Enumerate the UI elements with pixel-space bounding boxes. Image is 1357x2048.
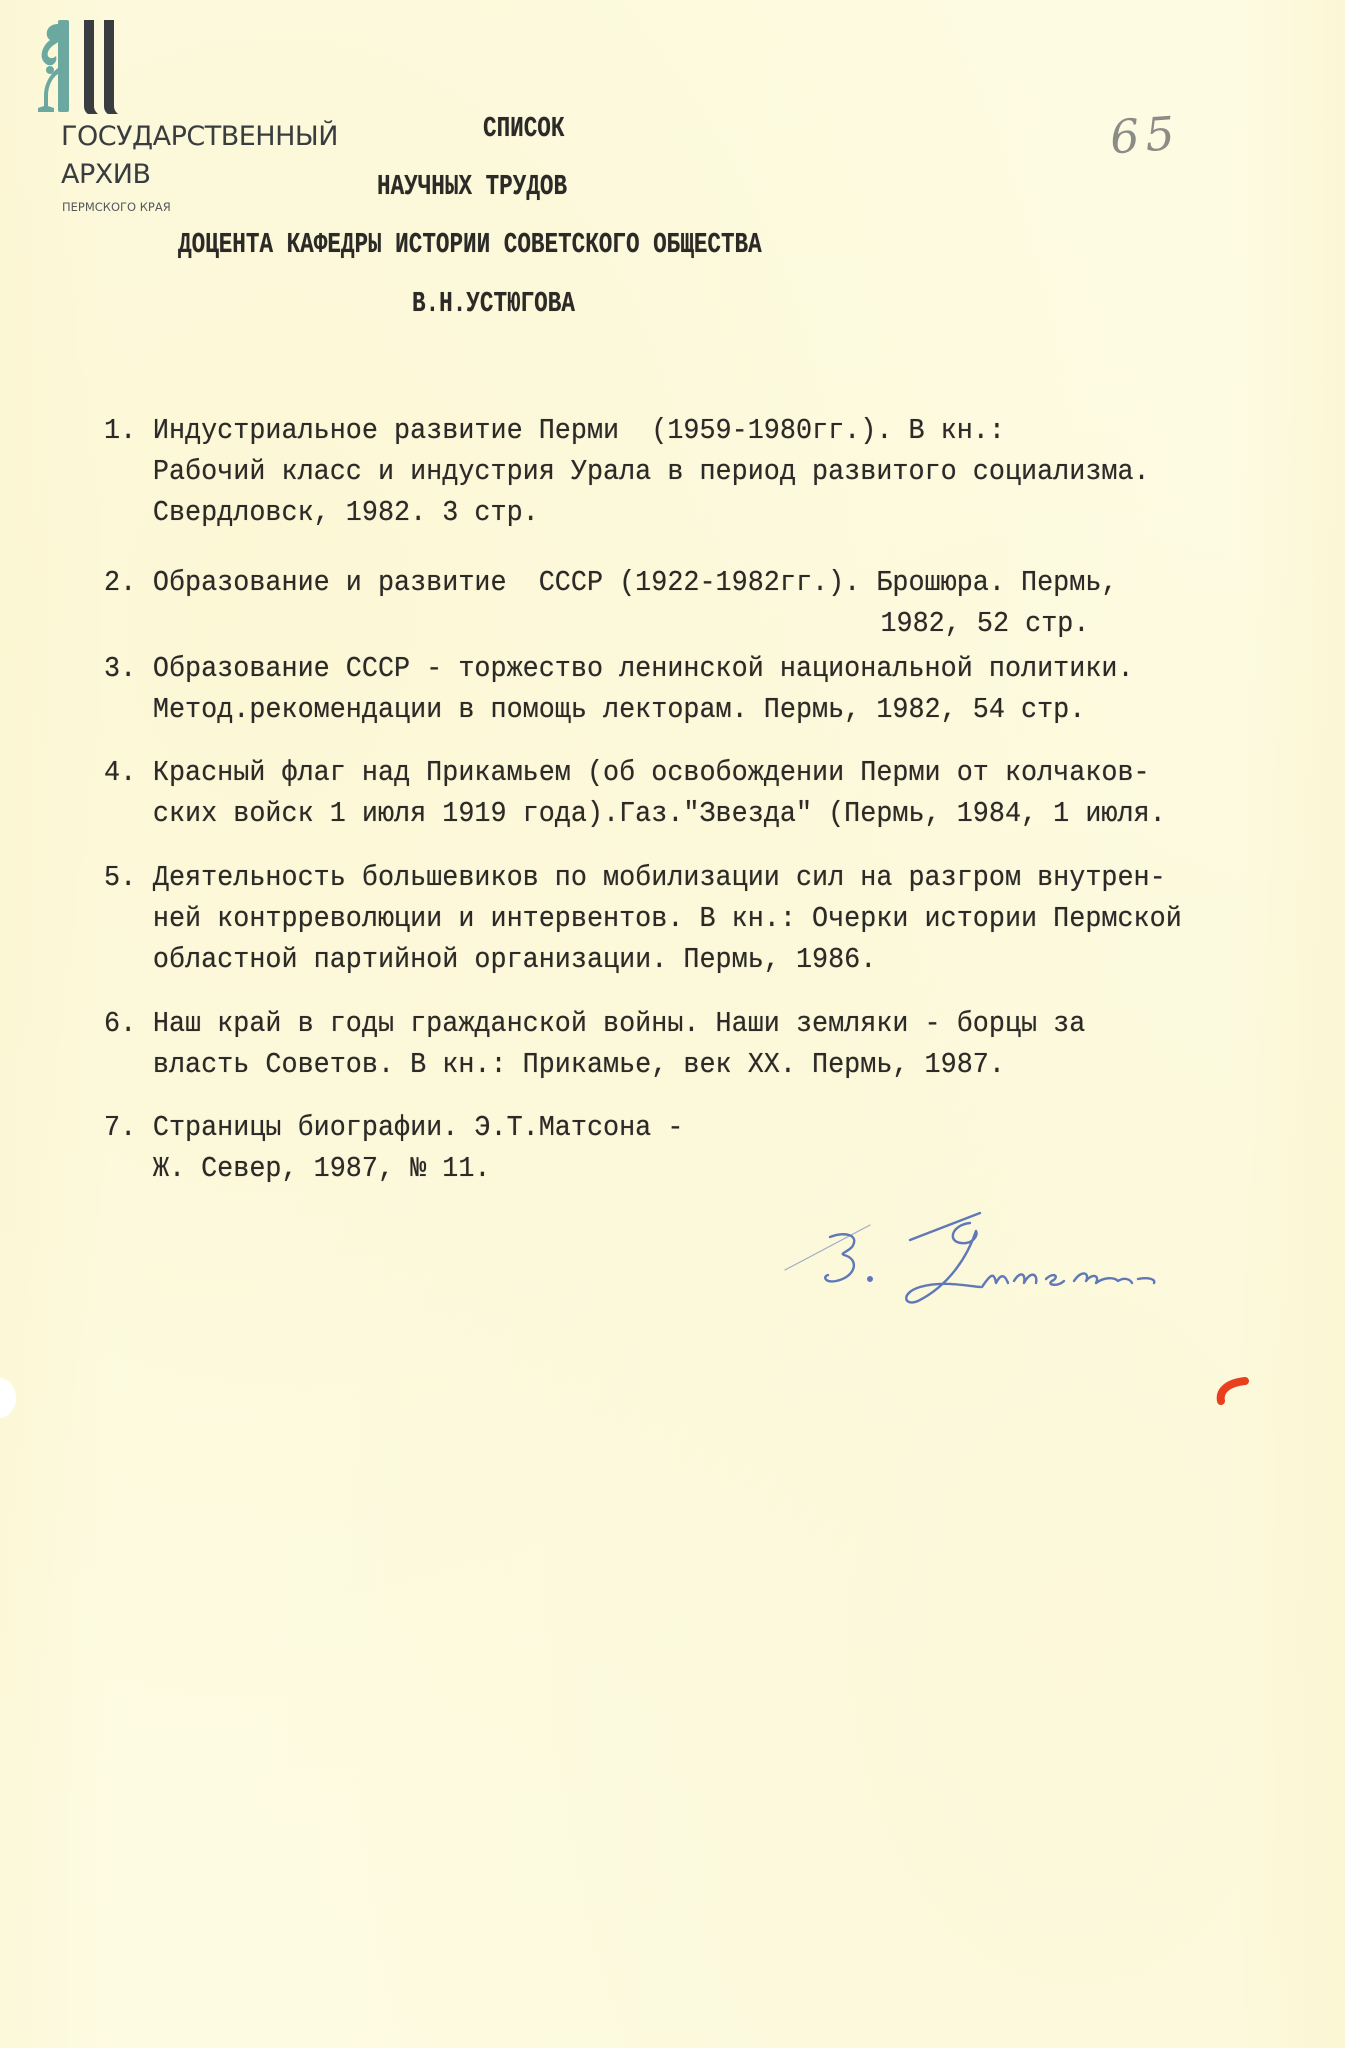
red-pencil-mark: [1215, 1375, 1255, 1405]
logo-subtitle: ПЕРМСКОГО КРАЯ: [62, 200, 171, 214]
list-item: [104, 1107, 720, 1189]
archive-logo-icon: [32, 18, 122, 116]
list-item-number: 3.: [104, 652, 137, 685]
logo-title-line2: АРХИВ: [61, 159, 151, 190]
list-item: [104, 648, 1199, 730]
list-item-text: Страницы биографии. Э.Т.Матсона -: [152, 1111, 684, 1144]
title-line-1: СПИСОК: [483, 112, 565, 145]
list-item-text: 1982, 52 стр.: [880, 607, 1090, 640]
list-item: [104, 1003, 1148, 1085]
title-line-4: В.Н.УСТЮГОВА: [412, 287, 575, 320]
list-item-text: Метод.рекомендации в помощь лекторам. Пермь, 1982, 54 стр.: [152, 693, 1086, 726]
title-line-2: НАУЧНЫХ ТРУДОВ: [377, 170, 568, 203]
list-item-text: Рабочий класс и индустрия Урала в период развитого социализма.: [152, 455, 1150, 488]
list-item-number: 2.: [104, 566, 137, 599]
title-line-3: ДОЦЕНТА КАФЕДРЫ ИСТОРИИ СОВЕТСКОГО ОБЩЕСТВА: [178, 228, 762, 261]
list-item-number: 5.: [104, 861, 137, 894]
list-item: [104, 562, 1182, 644]
list-item-text: Наш край в годы гражданской войны. Наши земляки - борцы за: [152, 1007, 1086, 1040]
handwritten-signature: [770, 1195, 1210, 1305]
list-item-text: Ж. Север, 1987, № 11.: [152, 1152, 491, 1185]
list-item: [104, 410, 1216, 533]
list-item-number: 4.: [104, 756, 137, 789]
list-item-text: Образование и развитие СССР (1922-1982гг.). Брошюра. Пермь,: [152, 566, 1118, 599]
list-item-text: Красный флаг над Прикамьем (об освобождении Перми от колчаков-: [152, 756, 1150, 789]
list-item-text: Свердловск, 1982. 3 стр.: [152, 496, 539, 529]
punch-hole: [0, 1378, 16, 1418]
page-number: 65: [1108, 105, 1183, 165]
list-item-text: Образование СССР - торжество ленинской национальной политики.: [152, 652, 1134, 685]
archive-logo: [32, 18, 372, 218]
list-item: [104, 752, 1233, 834]
list-item-text: Деятельность большевиков по мобилизации сил на разгром внутрен-: [152, 861, 1166, 894]
list-item-number: 6.: [104, 1007, 137, 1040]
list-item-text: Индустриальное развитие Перми (1959-1980гг.). В кн.:: [152, 414, 1005, 447]
list-item-text: областной партийной организации. Пермь, 1986.: [152, 943, 877, 976]
list-item-text: власть Советов. В кн.: Прикамье, век XX. Пермь, 1987.: [152, 1048, 1005, 1081]
list-item-text: ней контрреволюции и интервентов. В кн.: Очерки истории Пермской: [152, 902, 1182, 935]
list-item-text: ских войск 1 июля 1919 года).Газ."Звезда" (Пермь, 1984, 1 июля.: [152, 797, 1166, 830]
list-item: [104, 857, 1251, 980]
list-item-number: 1.: [104, 414, 137, 447]
logo-title-line1: ГОСУДАРСТВЕННЫЙ: [61, 121, 338, 152]
list-item-number: 7.: [104, 1111, 137, 1144]
